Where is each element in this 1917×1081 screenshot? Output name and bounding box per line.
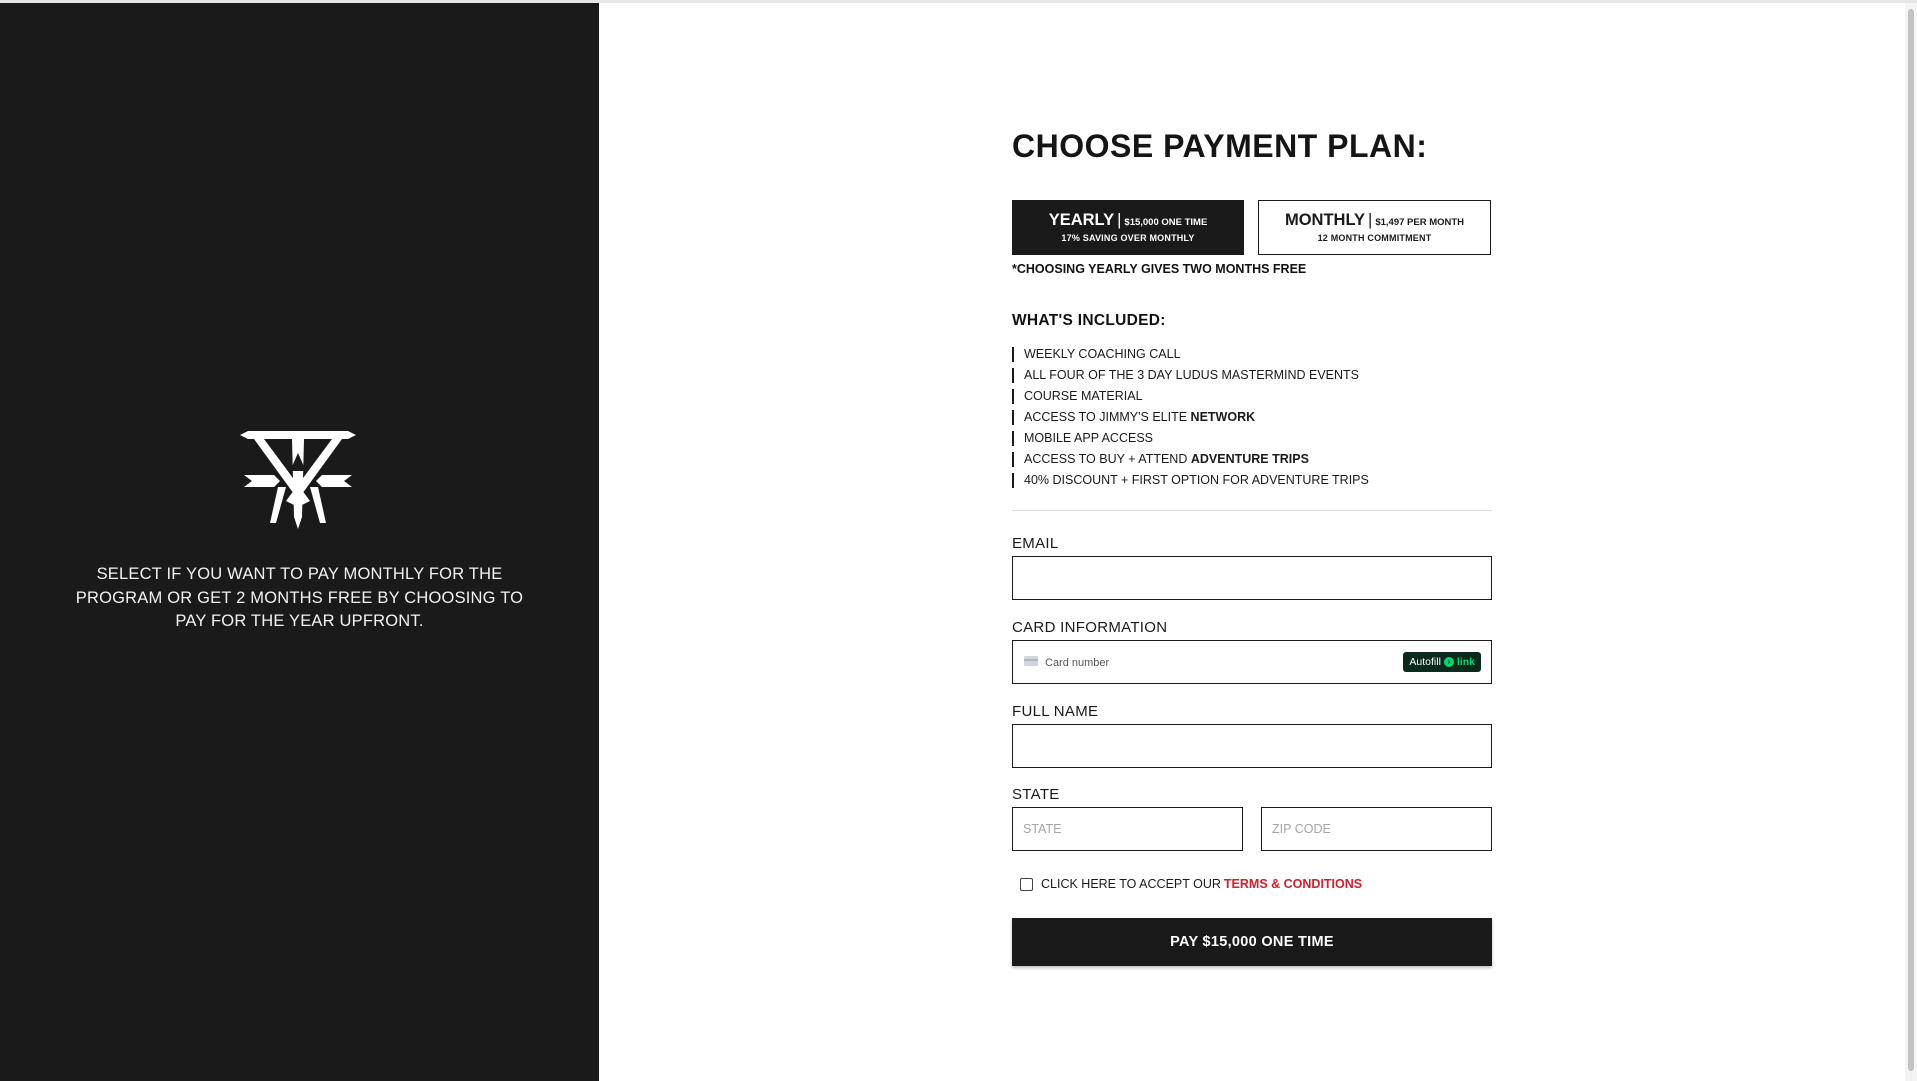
plan-monthly-price: $1,497 PER MONTH: [1375, 217, 1465, 228]
state-input[interactable]: [1012, 807, 1243, 851]
autofill-label: Autofill: [1409, 656, 1441, 668]
plan-monthly-button[interactable]: [1258, 200, 1491, 255]
state-label: STATE: [1012, 786, 1060, 803]
plan-yearly-separator: |: [1117, 211, 1122, 229]
email-input[interactable]: [1012, 556, 1492, 600]
page-title: CHOOSE PAYMENT PLAN:: [1012, 128, 1428, 164]
plan-yearly-subtitle: 17% SAVING OVER MONTHLY: [1061, 233, 1195, 243]
plan-yearly-button[interactable]: [1012, 200, 1244, 255]
feature-list: [1012, 344, 1369, 491]
plan-monthly-subtitle: 12 MONTH COMMITMENT: [1317, 233, 1432, 243]
feature-item: ACCESS TO BUY + ATTEND ADVENTURE TRIPS: [1012, 449, 1369, 470]
scrollbar-thumb[interactable]: [1908, 9, 1914, 1071]
link-arrow-icon: ›: [1444, 657, 1454, 667]
page-scrollbar[interactable]: [1905, 3, 1917, 1081]
terms-link[interactable]: TERMS & CONDITIONS: [1223, 877, 1363, 891]
ludus-logo-icon: [240, 431, 356, 529]
link-label: link: [1456, 656, 1475, 668]
pay-button[interactable]: PAY $15,000 ONE TIME: [1012, 918, 1492, 966]
plan-description: SELECT IF YOU WANT TO PAY MONTHLY FOR THE PROGRAM OR GET 2 MONTHS FREE BY CHOOSING TO PAY FOR THE YEAR UPFRONT.: [75, 565, 524, 630]
zip-code-input[interactable]: [1261, 807, 1492, 851]
yearly-note: *CHOOSING YEARLY GIVES TWO MONTHS FREE: [1012, 262, 1307, 276]
left-panel: [0, 3, 599, 1081]
included-title: WHAT'S INCLUDED:: [1012, 312, 1166, 329]
card-number-input[interactable]: [1043, 649, 1377, 677]
feature-item: COURSE MATERIAL: [1012, 386, 1369, 407]
feature-item: ALL FOUR OF THE 3 DAY LUDUS MASTERMIND EVENTS: [1012, 365, 1369, 386]
terms-text: CLICK HERE TO ACCEPT OUR: [1041, 877, 1221, 891]
card-label: CARD INFORMATION: [1012, 619, 1168, 636]
credit-card-icon: [1024, 656, 1038, 666]
fullname-label: FULL NAME: [1012, 703, 1099, 720]
feature-item: 40% DISCOUNT + FIRST OPTION FOR ADVENTURE TRIPS: [1012, 470, 1369, 491]
plan-yearly-price: $15,000 ONE TIME: [1124, 217, 1208, 228]
feature-item: MOBILE APP ACCESS: [1012, 428, 1369, 449]
section-divider: [1012, 510, 1492, 511]
plan-yearly-name: YEARLY: [1048, 211, 1115, 229]
full-name-input[interactable]: [1012, 724, 1492, 768]
terms-row: [1020, 877, 1362, 891]
plan-monthly-separator: |: [1368, 211, 1373, 229]
terms-checkbox[interactable]: [1020, 878, 1033, 891]
feature-item: WEEKLY COACHING CALL: [1012, 344, 1369, 365]
plan-monthly-name: MONTHLY: [1284, 211, 1366, 229]
autofill-link-button[interactable]: [1403, 652, 1481, 672]
feature-item: ACCESS TO JIMMY'S ELITE NETWORK: [1012, 407, 1369, 428]
card-field[interactable]: [1012, 640, 1492, 684]
email-label: EMAIL: [1012, 535, 1059, 552]
